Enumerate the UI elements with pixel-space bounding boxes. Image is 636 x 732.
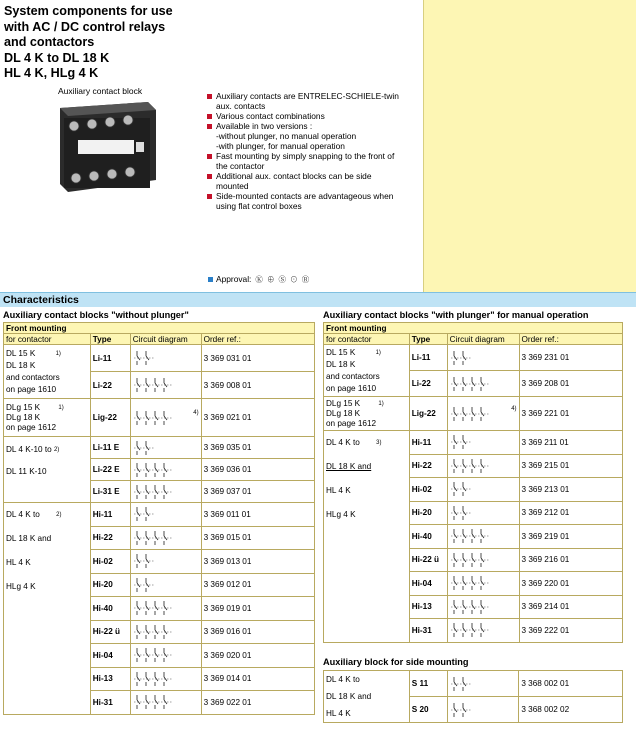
product-label: Auxiliary contact block bbox=[58, 86, 143, 96]
contactor-group: DL 15 K $^{1)}$ DL 18 K and contactors on page 1610 bbox=[324, 345, 410, 397]
feature-item: -without plunger, no manual operation bbox=[216, 131, 357, 141]
type-cell: Hi-31 bbox=[409, 619, 447, 643]
circuit-diagram bbox=[130, 526, 201, 550]
feature-item: Side-mounted contacts are advantageous when using flat control boxes bbox=[206, 191, 406, 211]
order-ref: 3 368 002 02 bbox=[519, 697, 623, 723]
approval: Approval: Ⓚ ⊕ Ⓢ ⊙ Ⓡ bbox=[208, 274, 310, 285]
type-cell: Hi-40 bbox=[409, 525, 447, 549]
circuit-diagram bbox=[447, 671, 519, 697]
feature-item: Auxiliary contacts are ENTRELEC-SCHIELE-twin aux. contacts bbox=[206, 91, 406, 111]
contact-symbol-icon bbox=[450, 457, 490, 475]
order-ref: 3 369 231 01 bbox=[519, 345, 622, 371]
contactor-group: DLg 15 K $^{1)}$ DLg 18 K on page 1612 bbox=[4, 399, 91, 437]
feature-item: Additional aux. contact blocks can be side mounted bbox=[206, 171, 406, 191]
contact-symbol-icon bbox=[133, 505, 155, 523]
circuit-diagram bbox=[447, 548, 519, 572]
type-cell: Li-22 bbox=[90, 372, 130, 399]
contact-symbol-icon bbox=[133, 529, 173, 547]
circuit-diagram bbox=[130, 691, 201, 715]
order-ref: 3 369 212 01 bbox=[519, 501, 622, 525]
order-ref: 3 369 211 01 bbox=[519, 431, 622, 455]
title-line: with AC / DC control relays bbox=[4, 19, 166, 34]
contact-symbol-icon bbox=[450, 349, 472, 367]
col-header: Order ref.: bbox=[201, 334, 314, 345]
type-cell: Lig-22 bbox=[90, 399, 130, 437]
contact-symbol-icon bbox=[450, 504, 472, 522]
contact-symbol-icon bbox=[450, 433, 472, 451]
circuit-diagram: 4) bbox=[130, 399, 201, 437]
type-cell: Li-11 bbox=[90, 345, 130, 372]
circuit-diagram bbox=[447, 478, 519, 502]
side-table bbox=[323, 670, 623, 723]
type-cell: Li-11 E bbox=[90, 437, 130, 459]
col-header: Circuit diagram bbox=[447, 334, 519, 345]
col-header: for contactor bbox=[4, 334, 91, 345]
type-cell: S 20 bbox=[409, 697, 447, 723]
type-cell: Hi-22 ü bbox=[409, 548, 447, 572]
col-header: Circuit diagram bbox=[130, 334, 201, 345]
order-ref: 3 369 031 01 bbox=[201, 345, 314, 372]
contact-symbol-icon bbox=[450, 574, 490, 592]
circuit-diagram bbox=[130, 667, 201, 691]
contactor-group: DLg 15 K $^{1)}$ DLg 18 K on page 1612 bbox=[324, 397, 410, 431]
approval-bullet-icon bbox=[208, 277, 213, 282]
order-ref: 3 369 035 01 bbox=[201, 437, 314, 459]
contact-symbol-icon bbox=[450, 701, 472, 719]
order-ref: 3 369 020 01 bbox=[201, 644, 314, 668]
col-header: Type bbox=[90, 334, 130, 345]
circuit-diagram bbox=[130, 550, 201, 574]
circuit-diagram bbox=[447, 345, 519, 371]
feature-item: Fast mounting by simply snapping to the front of the contactor bbox=[206, 151, 406, 171]
contactor-group: DL 15 K $^{1)}$ DL 18 K and contactors on page 1610 bbox=[4, 345, 91, 399]
circuit-diagram bbox=[130, 437, 201, 459]
order-ref: 3 369 213 01 bbox=[519, 478, 622, 502]
circuit-diagram bbox=[130, 573, 201, 597]
type-cell: Hi-13 bbox=[409, 595, 447, 619]
type-cell: Hi-11 bbox=[90, 503, 130, 527]
circuit-diagram bbox=[130, 644, 201, 668]
contact-symbol-icon bbox=[450, 551, 490, 569]
contact-symbol-icon bbox=[450, 675, 472, 693]
feature-list bbox=[206, 91, 406, 211]
order-ref: 3 369 037 01 bbox=[201, 481, 314, 503]
order-ref: 3 369 008 01 bbox=[201, 372, 314, 399]
col-header: for contactor bbox=[324, 334, 410, 345]
type-cell: Li-31 E bbox=[90, 481, 130, 503]
order-ref: 3 369 219 01 bbox=[519, 525, 622, 549]
type-cell: Hi-02 bbox=[409, 478, 447, 502]
order-ref: 3 369 015 01 bbox=[201, 526, 314, 550]
front-mounting-label: Front mounting bbox=[4, 323, 315, 334]
circuit-diagram: 4) bbox=[447, 397, 519, 431]
order-ref: 3 369 215 01 bbox=[519, 454, 622, 478]
order-ref: 3 369 036 01 bbox=[201, 459, 314, 481]
type-cell: Hi-22 bbox=[90, 526, 130, 550]
type-cell: Hi-11 bbox=[409, 431, 447, 455]
page-title bbox=[4, 4, 214, 82]
order-ref: 3 369 012 01 bbox=[201, 573, 314, 597]
contactor-group: DL 4 K to $^{2)}$ DL 18 K and HL 4 K HLg 4 K bbox=[4, 503, 91, 715]
left-section-title: Auxiliary contact blocks "without plunger" bbox=[3, 310, 189, 320]
type-cell: Hi-20 bbox=[409, 501, 447, 525]
type-cell: Hi-22 bbox=[409, 454, 447, 478]
circuit-diagram bbox=[447, 371, 519, 397]
contact-symbol-icon bbox=[133, 576, 155, 594]
circuit-diagram bbox=[447, 501, 519, 525]
order-ref: 3 369 021 01 bbox=[201, 399, 314, 437]
product-photo bbox=[52, 100, 158, 196]
circuit-diagram bbox=[130, 597, 201, 621]
order-ref: 3 369 019 01 bbox=[201, 597, 314, 621]
circuit-diagram bbox=[130, 372, 201, 399]
contact-symbol-icon bbox=[450, 405, 490, 423]
type-cell: Li-22 bbox=[409, 371, 447, 397]
col-header: Order ref.: bbox=[519, 334, 622, 345]
order-ref: 3 369 221 01 bbox=[519, 397, 622, 431]
contact-symbol-icon bbox=[450, 621, 490, 639]
order-ref: 3 369 016 01 bbox=[201, 620, 314, 644]
type-cell: Hi-02 bbox=[90, 550, 130, 574]
circuit-diagram bbox=[447, 572, 519, 596]
circuit-diagram bbox=[447, 697, 519, 723]
circuit-diagram bbox=[447, 619, 519, 643]
side-panel bbox=[423, 0, 636, 292]
contact-symbol-icon bbox=[133, 599, 173, 617]
order-ref: 3 368 002 01 bbox=[519, 671, 623, 697]
order-ref: 3 369 208 01 bbox=[519, 371, 622, 397]
contact-symbol-icon bbox=[133, 623, 173, 641]
contact-symbol-icon bbox=[450, 527, 490, 545]
circuit-diagram bbox=[130, 481, 201, 503]
contact-symbol-icon bbox=[133, 670, 173, 688]
order-ref: 3 369 022 01 bbox=[201, 691, 314, 715]
type-cell: Hi-04 bbox=[90, 644, 130, 668]
type-cell: Li-22 E bbox=[90, 459, 130, 481]
order-ref: 3 369 214 01 bbox=[519, 595, 622, 619]
contact-symbol-icon bbox=[133, 483, 173, 501]
contact-symbol-icon bbox=[133, 409, 173, 427]
order-ref: 3 369 222 01 bbox=[519, 619, 622, 643]
feature-item: Available in two versions : bbox=[206, 121, 406, 131]
order-ref: 3 369 011 01 bbox=[201, 503, 314, 527]
contact-symbol-icon bbox=[133, 349, 155, 367]
order-ref: 3 369 013 01 bbox=[201, 550, 314, 574]
side-mounting-title: Auxiliary block for side mounting bbox=[323, 657, 469, 667]
circuit-diagram bbox=[130, 345, 201, 372]
type-cell: Hi-13 bbox=[90, 667, 130, 691]
left-table bbox=[3, 322, 315, 715]
right-section-title: Auxiliary contact blocks "with plunger" for manual operation bbox=[323, 310, 589, 320]
circuit-diagram bbox=[447, 525, 519, 549]
circuit-diagram bbox=[130, 459, 201, 481]
contact-symbol-icon bbox=[133, 376, 173, 394]
circuit-diagram bbox=[447, 454, 519, 478]
circuit-diagram bbox=[130, 620, 201, 644]
col-header: Type bbox=[409, 334, 447, 345]
type-cell: Hi-31 bbox=[90, 691, 130, 715]
title-line: and contactors bbox=[4, 35, 95, 49]
title-line: DL 4 K to DL 18 K bbox=[4, 50, 110, 65]
contactor-group: DL 4 K to $^{3)}$ DL 18 K and HL 4 K HLg 4 K bbox=[324, 431, 410, 643]
contact-symbol-icon bbox=[133, 439, 155, 457]
contact-symbol-icon bbox=[133, 646, 173, 664]
characteristics-heading: Characteristics bbox=[3, 294, 79, 306]
circuit-diagram bbox=[447, 431, 519, 455]
title-line: HL 4 K, HLg 4 K bbox=[4, 66, 99, 80]
type-cell: Hi-04 bbox=[409, 572, 447, 596]
type-cell: Hi-22 ü bbox=[90, 620, 130, 644]
circuit-diagram bbox=[447, 595, 519, 619]
contactor-group: DL 4 K to DL 18 K and HL 4 K bbox=[324, 671, 410, 723]
order-ref: 3 369 014 01 bbox=[201, 667, 314, 691]
contact-symbol-icon bbox=[133, 552, 155, 570]
contact-symbol-icon bbox=[450, 598, 490, 616]
approval-marks: Ⓚ ⊕ Ⓢ ⊙ Ⓡ bbox=[255, 275, 311, 284]
type-cell: Li-11 bbox=[409, 345, 447, 371]
right-table bbox=[323, 322, 623, 643]
type-cell: Hi-40 bbox=[90, 597, 130, 621]
characteristics-bar bbox=[0, 292, 636, 307]
circuit-diagram bbox=[130, 503, 201, 527]
contact-symbol-icon bbox=[133, 461, 173, 479]
order-ref: 3 369 216 01 bbox=[519, 548, 622, 572]
contact-symbol-icon bbox=[133, 693, 173, 711]
type-cell: Hi-20 bbox=[90, 573, 130, 597]
feature-item: Various contact combinations bbox=[206, 111, 406, 121]
front-mounting-label: Front mounting bbox=[324, 323, 623, 334]
type-cell: Lig-22 bbox=[409, 397, 447, 431]
contactor-group: DL 4 K-10 to $^{2)}$ DL 11 K-10 bbox=[4, 437, 91, 503]
contact-symbol-icon bbox=[450, 375, 490, 393]
type-cell: S 11 bbox=[409, 671, 447, 697]
title-line: System components for use bbox=[4, 4, 173, 18]
feature-item: -with plunger, for manual operation bbox=[216, 141, 345, 151]
contact-symbol-icon bbox=[450, 480, 472, 498]
order-ref: 3 369 220 01 bbox=[519, 572, 622, 596]
